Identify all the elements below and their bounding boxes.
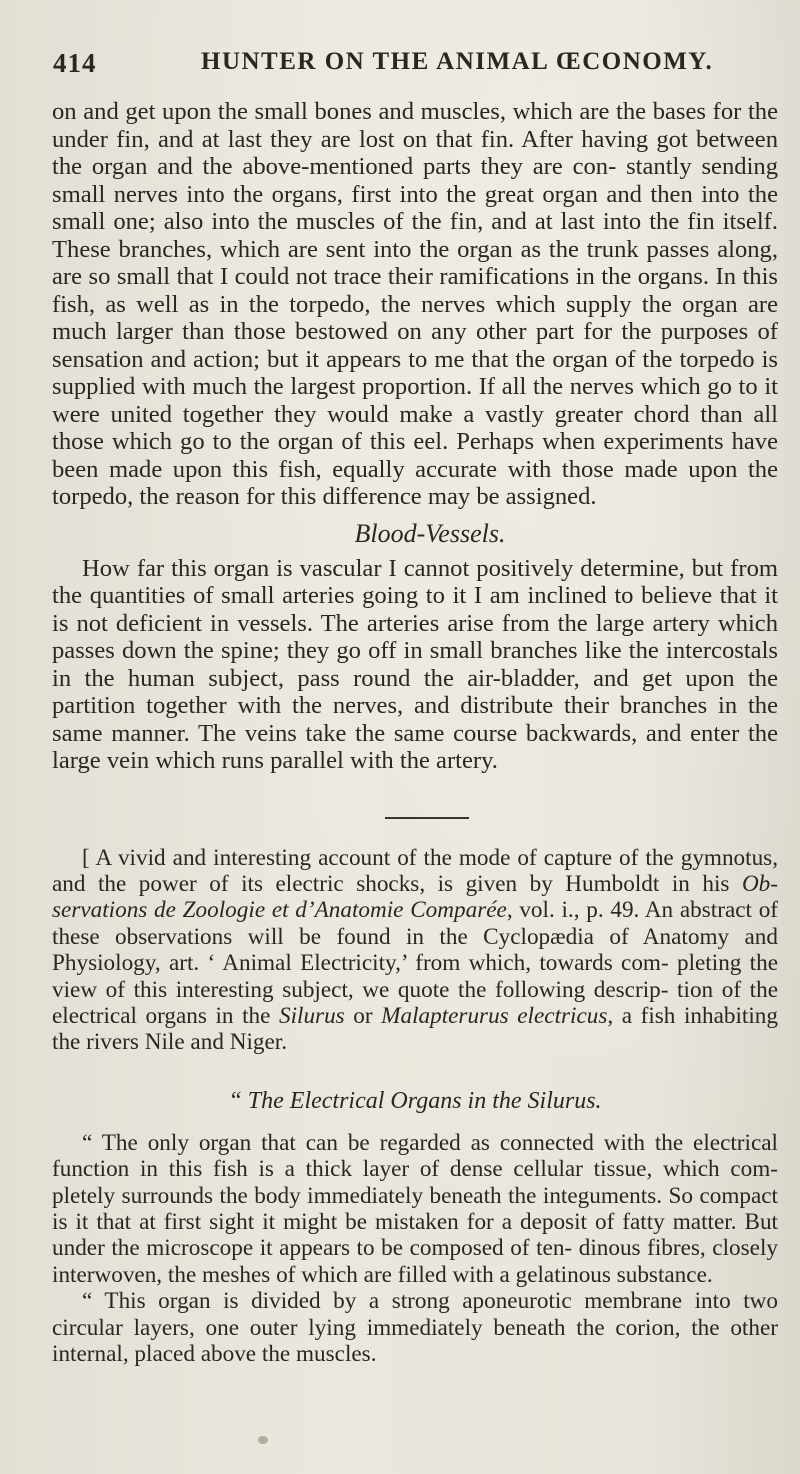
ink-smudge: [258, 1436, 268, 1444]
note-text: [ A vivid and interesting account of the mode of capture of the gymnotus, and the power of its electric shocks, is given by Humboldt in his: [52, 844, 778, 897]
note-paragraph-layers: “ This organ is divided by a strong aponeurotic membrane into two circular layers, one outer lying immediately beneath the corion, the other internal, placed above the muscles.: [52, 1288, 778, 1367]
paragraph-nerves: on and get upon the small bones and muscles, which are the bases for the under fin, and at last they are lost on that fin. After having got between the organ and the above-mentioned parts they are con- stantly sending small nerves into the organs, first into the great organ and then into the small one; also into the muscles of the fin, and at last into the fin itself. These branches, which are sent into the organ as the trunk passes along, are so small that I could not trace their ramifications in the organs. In this fish, as well as in the torpedo, the nerves which supply the organ are much larger than those bestowed on any other part for the purposes of sensation and action; but it appears to me that the organ of the torpedo is supplied with much the largest proportion. If all the nerves which go to it were united together they would make a vastly greater chord than all those which go to the organ of this eel. Perhaps when experiments have been made upon this fish, equally accurate with those made upon the torpedo, the reason for this difference may be assigned.: [52, 98, 778, 510]
body-text: [52, 98, 778, 1367]
note-citation-title: Ob- servations de Zoologie et d’Anatomie Comparée: [52, 870, 778, 924]
paragraph-blood-vessels: How far this organ is vascular I cannot positively determine, but from the quantities of small arteries going to it I am inclined to believe that it is not deficient in vessels. The arteries arise from the large artery which passes down the spine; they go off in small branches like the intercostals in the human subject, pass round the air-bladder, and get upon the partition together with the nerves, and distribute their branches in the same manner. The veins take the same course backwards, and enter the large vein which runs parallel with the artery.: [52, 554, 778, 774]
running-head: [53, 48, 778, 88]
page-number: 414: [53, 48, 97, 78]
note-text: or: [344, 1002, 382, 1029]
running-title: HUNTER ON THE ANIMAL ŒCONOMY.: [201, 48, 714, 75]
section-divider: [385, 817, 469, 819]
note-text: , vol. i., p. 49. An abstract of these observations will be found in the Cyclopædia of Anatomy and Physiology, art. ‘ Animal Electricity,’ from which, towards com- pleting the view of this interesting subject, we quote the following descrip- tion of the electrical organs in the: [52, 897, 779, 1029]
note-text: , a fish inhabiting the rivers Nile and Niger.: [52, 1002, 778, 1056]
note-species-name: Silurus: [278, 1002, 345, 1029]
note-paragraph-humboldt: [52, 845, 778, 1056]
note-heading-silurus: “ The Electrical Organs in the Silurus.: [228, 1087, 602, 1114]
note-species-name: Malapterurus electricus: [381, 1002, 608, 1029]
section-heading-blood-vessels: Blood-Vessels.: [354, 518, 506, 548]
note-paragraph-organ: “ The only organ that can be regarded as connected with the electrical function in this fish is a thick layer of dense cellular tissue, which com- pletely surrounds the body immediately beneath the integuments. So compact is it that at first sight it might be mistaken for a deposit of fatty matter. But under the microscope it appears to be composed of ten- dinous fibres, closely interwoven, the meshes of which are filled with a gelatinous substance.: [52, 1129, 778, 1288]
